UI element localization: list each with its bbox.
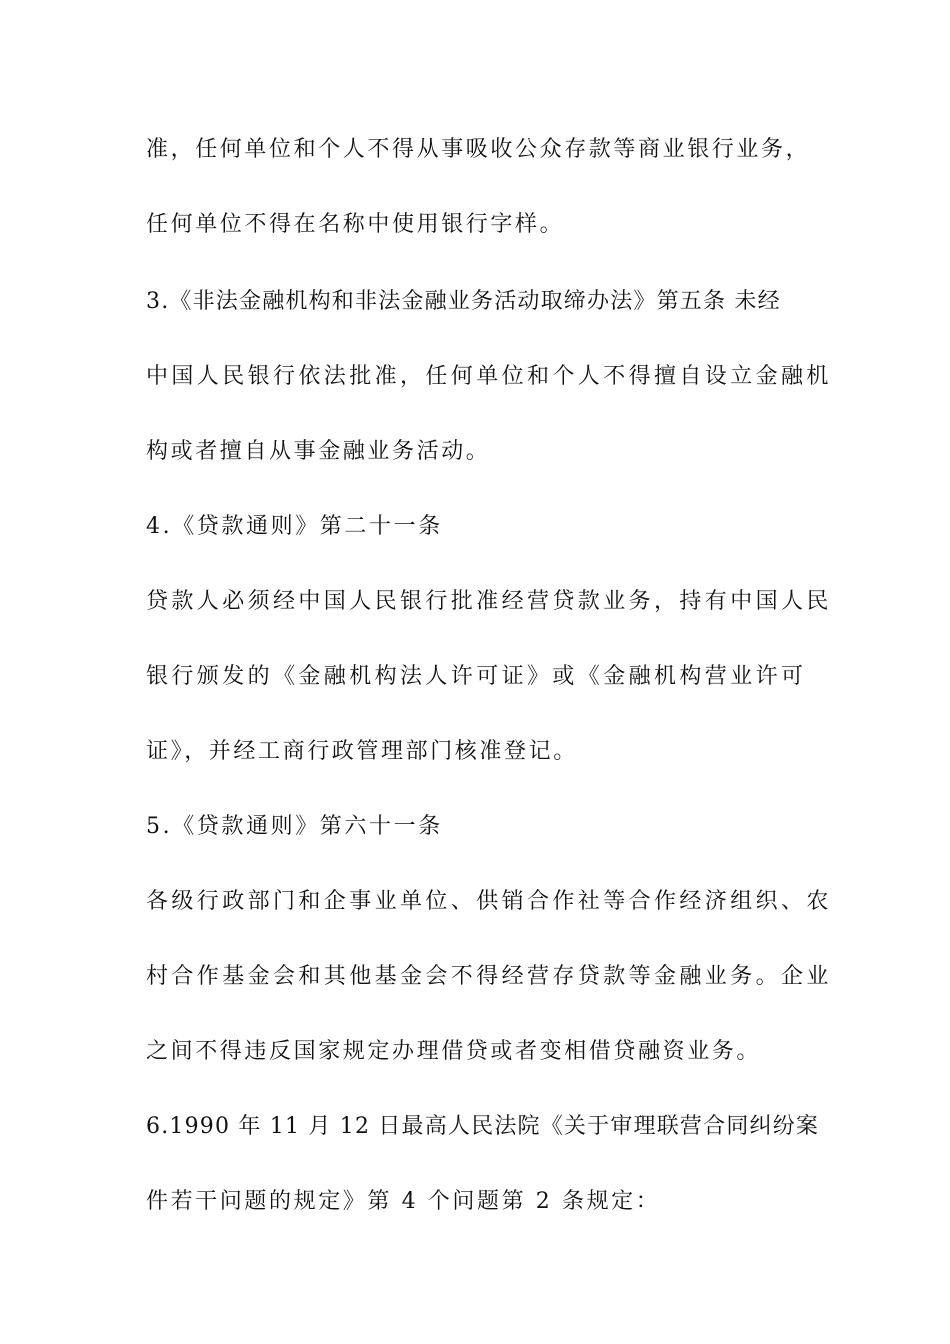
- text-line: 4.《贷款通则》第二十一条: [146, 514, 443, 539]
- text-line: 准，任何单位和个人不得从事吸收公众存款等商业银行业务，: [146, 137, 811, 162]
- text-line: 银行颁发的《金融机构法人许可证》或《金融机构营业许可: [146, 664, 807, 689]
- text-line: 构或者擅自从事金融业务活动。: [146, 439, 491, 464]
- text-line: 中国人民银行依法批准，任何单位和个人不得擅自设立金融机: [146, 364, 832, 389]
- text-line: 各级行政部门和企事业单位、供销合作社等合作经济组织、农: [146, 889, 832, 914]
- text-line: 6.1990 年 11 月 12 日最高人民法院《关于审理联营合同纠纷案: [146, 1114, 820, 1139]
- text-line: 村合作基金会和其他基金会不得经营存贷款等金融业务。企业: [146, 964, 832, 989]
- text-line: 贷款人必须经中国人民银行批准经营贷款业务，持有中国人民: [146, 589, 832, 614]
- text-line: 之间不得违反国家规定办理借贷或者变相借贷融资业务。: [146, 1039, 762, 1064]
- text-line: 证》，并经工商行政管理部门核准登记。: [146, 739, 578, 764]
- text-line: 件若干问题的规定》第 4 个问题第 2 条规定：: [146, 1189, 661, 1214]
- text-line: 5.《贷款通则》第六十一条: [146, 814, 443, 839]
- text-line: 任何单位不得在名称中使用银行字样。: [146, 212, 565, 237]
- text-line: 3.《非法金融机构和非法金融业务活动取缔办法》第五条 未经: [146, 289, 781, 314]
